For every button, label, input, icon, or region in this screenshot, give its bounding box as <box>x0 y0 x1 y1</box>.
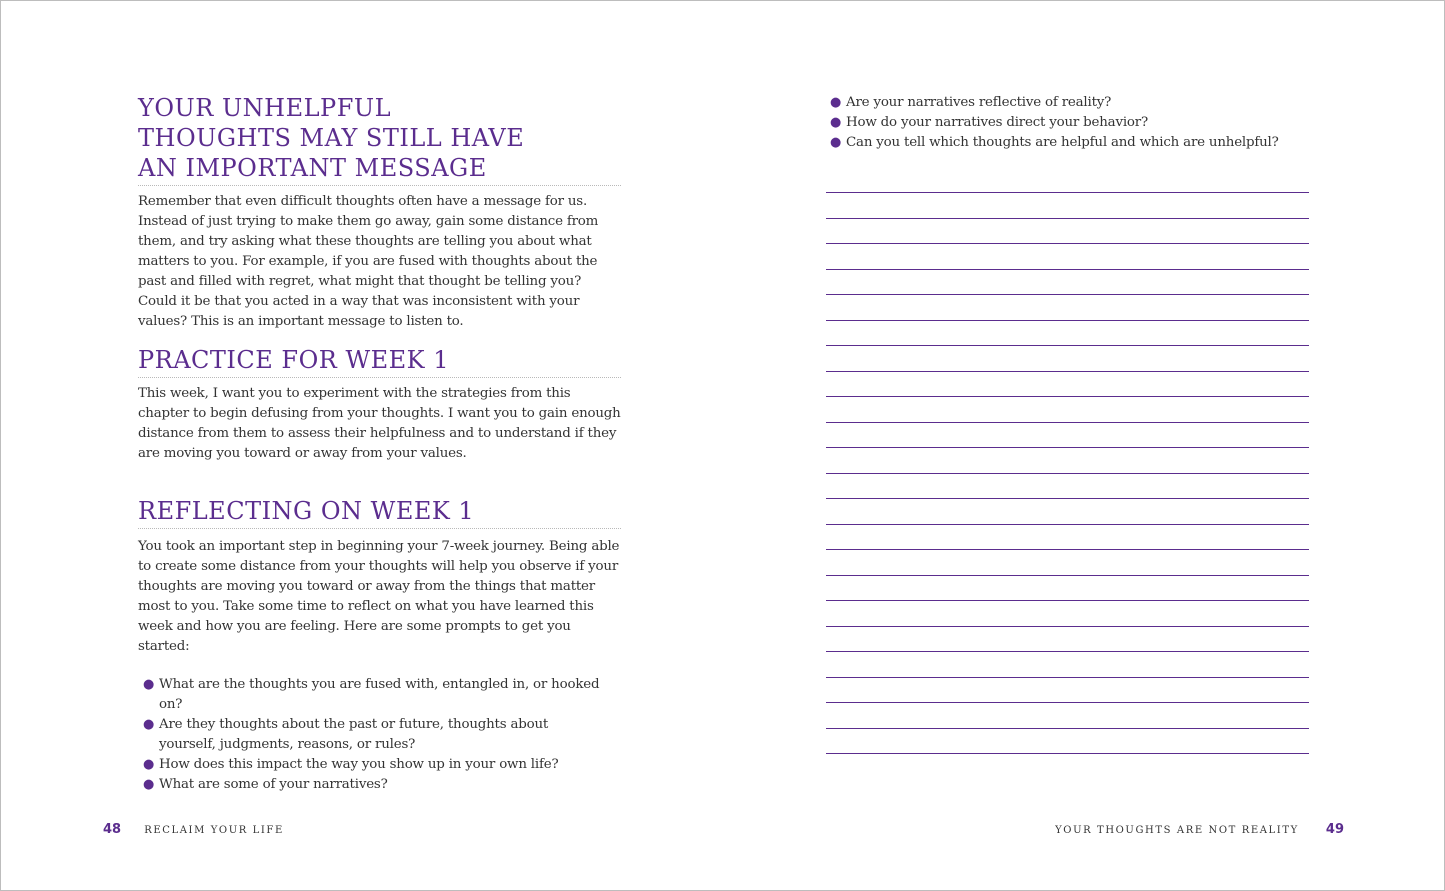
left-footer <box>103 818 284 837</box>
bullet-icon: ● <box>143 677 155 692</box>
section-heading: PRACTICE FOR WEEK 1 <box>138 345 621 378</box>
list-item: ● Are your narratives reflective of reality? <box>825 93 1325 113</box>
writing-line <box>826 576 1309 602</box>
writing-line <box>826 193 1309 219</box>
bullet-icon: ● <box>830 135 842 150</box>
bullet-icon: ● <box>143 757 155 772</box>
reflection-prompts-list <box>138 675 608 795</box>
writing-line <box>826 448 1309 474</box>
running-head: YOUR THOUGHTS ARE NOT REALITY <box>1055 825 1299 836</box>
writing-line <box>826 678 1309 704</box>
reflection-prompts-list-continued <box>825 93 1325 153</box>
section-body: This week, I want you to experiment with the strategies from this chapter to begin defusing from your thoughts. I want you to gain enough distance from them to assess their helpfulness and to understand if they are moving you toward or away from your values. <box>138 386 621 461</box>
writing-line <box>826 372 1309 398</box>
list-item: ● Can you tell which thoughts are helpful and which are unhelpful? <box>825 133 1325 153</box>
section-body: You took an important step in beginning your 7-week journey. Being able to create some distance from your thoughts will help you observe if your thoughts are moving you toward or away from the things that matter most to you. Take some time to reflect on what you have learned this week and how you are feeling. Here are some prompts to get you started: <box>138 539 620 654</box>
writing-line <box>826 601 1309 627</box>
writing-lines <box>826 191 1309 754</box>
writing-line <box>826 423 1309 449</box>
section-unhelpful-thoughts <box>138 93 621 332</box>
writing-line <box>826 703 1309 729</box>
right-page <box>723 1 1444 890</box>
list-item: ● What are some of your narratives? <box>138 775 608 795</box>
writing-line <box>826 321 1309 347</box>
list-item: ● What are the thoughts you are fused with, entangled in, or hooked on? <box>143 677 600 712</box>
bullet-icon: ● <box>830 95 842 110</box>
writing-line <box>826 397 1309 423</box>
writing-line <box>826 270 1309 296</box>
writing-line <box>826 525 1309 551</box>
running-head: RECLAIM YOUR LIFE <box>144 825 284 836</box>
writing-line <box>826 474 1309 500</box>
page-number: 49 <box>1325 822 1344 837</box>
section-body: Remember that even difficult thoughts often have a message for us. Instead of just trying to make them go away, gain some distance from them, and try asking what these thoughts are telling you about what matters to you. For example, if you are fused with thoughts about the past and filled with regret, what might that thought be telling you? Could it be that you acted in a way that was inconsistent with your values? This is an important message to listen to. <box>138 194 599 329</box>
section-heading <box>138 93 621 186</box>
bullet-icon: ● <box>830 115 842 130</box>
writing-line <box>826 499 1309 525</box>
heading-line: THOUGHTS MAY STILL HAVE <box>138 124 525 152</box>
writing-line <box>826 244 1309 270</box>
page-number: 48 <box>103 822 122 837</box>
list-item: ● How do your narratives direct your behavior? <box>825 113 1325 133</box>
section-heading: REFLECTING ON WEEK 1 <box>138 496 621 529</box>
heading-line: AN IMPORTANT MESSAGE <box>138 154 487 182</box>
heading-line: YOUR UNHELPFUL <box>138 94 392 122</box>
bullet-icon: ● <box>143 777 155 792</box>
writing-line <box>826 295 1309 321</box>
writing-line <box>826 627 1309 653</box>
list-item: ● Are they thoughts about the past or future, thoughts about yourself, judgments, reasons, or rules? <box>143 717 549 752</box>
section-practice-week-1 <box>138 345 621 464</box>
left-page <box>1 1 723 890</box>
writing-line <box>826 219 1309 245</box>
section-reflecting-week-1 <box>138 496 621 795</box>
list-item: ● How does this impact the way you show up in your own life? <box>138 755 608 775</box>
writing-line <box>826 346 1309 372</box>
bullet-icon: ● <box>143 717 155 732</box>
writing-line <box>826 652 1309 678</box>
writing-line <box>826 729 1309 755</box>
writing-line <box>826 550 1309 576</box>
right-footer <box>1055 818 1344 837</box>
